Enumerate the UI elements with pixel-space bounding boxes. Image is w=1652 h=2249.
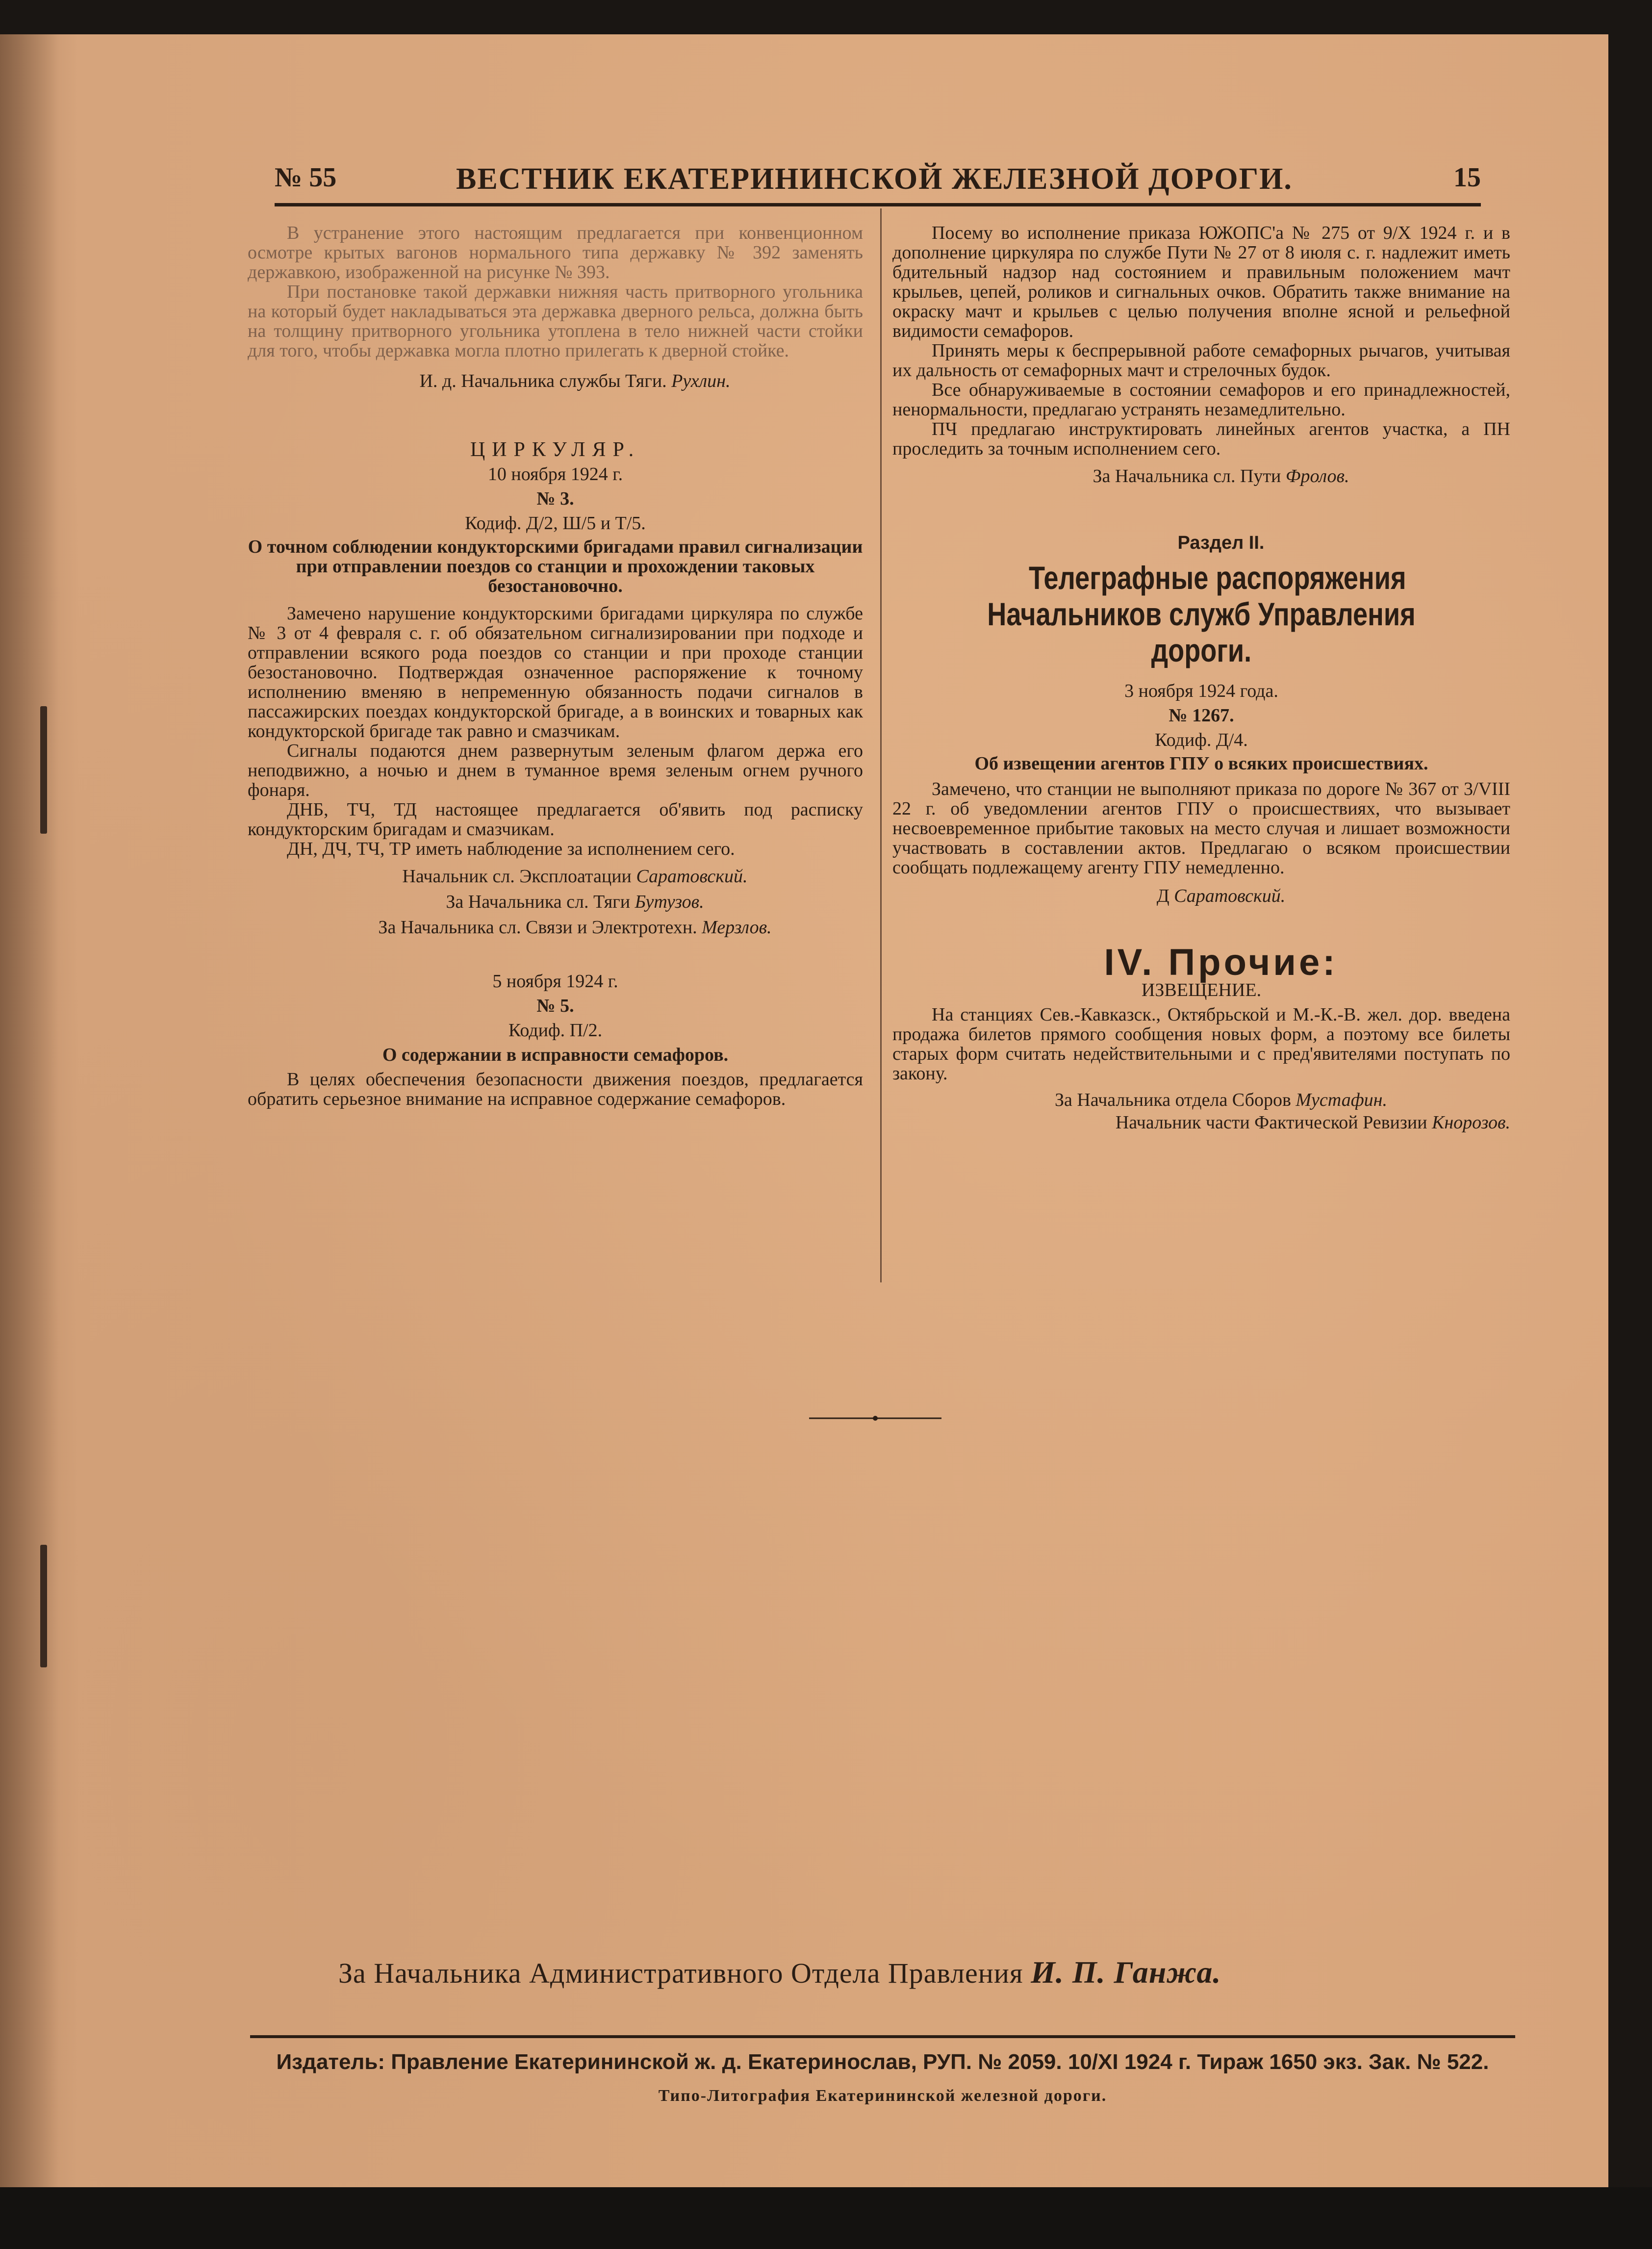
section-title: Телеграфные распоряжения Начальников служб Управления дороги. — [987, 560, 1416, 668]
telegram-codif: Кодиф. Д/4. — [1155, 730, 1248, 750]
paragraph: В целях обеспечения безопасности движения поездов, предлагается обратить серьезное внимание на исправное содержание семафоров. — [248, 1069, 863, 1109]
telegram-heading: Об извещении агентов ГПУ о всяких происшествиях. — [974, 753, 1428, 774]
section-label: Раздел II. — [1177, 533, 1265, 553]
signature: За Начальника отдела Сборов Мустафин. — [1054, 1090, 1388, 1110]
paragraph: Все обнаруживаемые в состоянии семафоров и его принадлежностей, ненормальности, предлагаю устранять незамедлительно. — [892, 380, 1510, 420]
issue-number: № 55 — [275, 162, 337, 193]
page-spine-shadow — [0, 34, 59, 2187]
administrative-signature: За Начальника Административного Отдела Правления И. П. Ганжа. — [338, 1955, 1221, 1990]
ornament-divider — [809, 1412, 941, 1424]
signature: За Начальника сл. Тяги Бутузов. — [446, 892, 704, 912]
footer-rule — [250, 2035, 1515, 2038]
telegram-number: № 1267. — [1169, 705, 1234, 726]
paragraph: В устранение этого настоящим предлагается при конвенционном осмотре крытых вагонов нормального типа державку № 392 заменять державкою, изображенной на рисунке № 393. — [248, 223, 863, 282]
right-column — [892, 223, 1510, 1132]
paragraph: Замечено нарушение кондукторскими бригадами циркуляра по службе № 3 от 4 февраля с. г. об обязательном сигнализировании при подходе и отправлении всякого рода поездов со станции и при проходе станции безостановочно. Подтверждая означенное распоряжение к точному исполнению вменяю в непременную обязанность подачи сигналов в пассажирских поездах кондукторской бригаде, а в воинских и товарных как кондукторской бригаде так равно и смазчикам. — [248, 603, 863, 741]
circular-number: № 3. — [536, 488, 574, 509]
binding-stitch — [40, 706, 47, 834]
header-rule — [275, 203, 1481, 206]
paragraph: ДН, ДЧ, ТЧ, ТР иметь наблюдение за исполнением сего. — [287, 839, 735, 859]
paragraph: На станциях Сев.-Кавказск., Октябрьской и М.-К.-В. жел. дор. введена продажа билетов прямого сообщения новых форм, а поэтому все билеты старых форм считать недействительными и с пред'явителями поступать по закону. — [892, 1004, 1510, 1084]
paragraph: Замечено, что станции не выполняют приказа по дороге № 367 от 3/VIII 22 г. об уведомлении агентов ГПУ о происшествиях, что вызывает несвоевременное прибытие таковых на место случая и лишает возможности участвовать в составлении актов. Предлагаю о всяком происшествии сообщать подлежащему агенту ГПУ немедленно. — [892, 779, 1510, 878]
section-title: IV. Прочие: — [1104, 942, 1338, 983]
printer-line: Типо-Литография Екатерининской железной дороги. — [658, 2087, 1107, 2105]
binding-stitch — [40, 1545, 47, 1667]
page-number: 15 — [1453, 162, 1481, 193]
circular-heading: О точном соблюдении кондукторскими бригадами правил сигнализации при отправлении поездов со станции и прохождении таковых безостановочно. — [248, 537, 863, 596]
publisher-line: Издатель: Правление Екатерининской ж. д. Екатеринослав, РУП. № 2059. 10/XI 1924 г. Тираж 1650 экз. Зак. № 522. — [276, 2050, 1489, 2074]
order-date: 5 ноября 1924 г. — [492, 971, 618, 992]
left-column — [248, 223, 863, 1109]
order-codif: Кодиф. П/2. — [508, 1020, 603, 1041]
signature: Начальник части Фактической Ревизии Кнорозов. — [1115, 1112, 1510, 1133]
signature: Начальник сл. Эксплоатации Саратовский. — [402, 866, 748, 887]
paragraph: Принять меры к беспрерывной работе семафорных рычагов, учитывая их дальность от семафорных мачт и стрелочных будок. — [892, 340, 1510, 381]
paragraph: ПЧ предлагаю инструктировать линейных агентов участка, а ПН проследить за точным исполнением сего. — [892, 419, 1510, 459]
signature: За Начальника сл. Связи и Электротехн. Мерзлов. — [378, 917, 772, 938]
scan-background — [0, 2187, 1652, 2249]
paragraph: ДНБ, ТЧ, ТД настоящее предлагается об'явить под расписку кондукторским бригадам и смазчикам. — [248, 799, 863, 840]
paragraph: Посему во исполнение приказа ЮЖОПС'а № 275 от 9/Х 1924 г. и в дополнение циркуляра по службе Пути № 27 от 8 июля с. г. надлежит иметь бдительный надзор над состоянием и правильным положением мачт крыльев, цепей, роликов и сигнальных очков. Обратить также внимание на окраску мачт и крыльев с целью получения вполне ясной и рельефной видимости семафоров. — [892, 223, 1510, 341]
signature: И. д. Начальника службы Тяги. Рухлин. — [419, 371, 731, 391]
notice-title: ИЗВЕЩЕНИЕ. — [1141, 980, 1262, 1000]
page-header — [275, 162, 1481, 201]
journal-title: ВЕСТНИК ЕКАТЕРИНИНСКОЙ ЖЕЛЕЗНОЙ ДОРОГИ. — [456, 162, 1293, 196]
circular-codif: Кодиф. Д/2, Ш/5 и Т/5. — [465, 513, 646, 534]
signature: За Начальника сл. Пути Фролов. — [1093, 466, 1349, 486]
telegram-date: 3 ноября 1924 года. — [1124, 681, 1278, 701]
order-number: № 5. — [536, 996, 574, 1016]
order-heading: О содержании в исправности семафоров. — [382, 1045, 729, 1065]
circular-title: ЦИРКУЛЯР. — [470, 438, 641, 461]
column-divider — [880, 208, 882, 1282]
signature: Д Саратовский. — [1156, 886, 1286, 906]
paragraph: Сигналы подаются днем развернутым зеленым флагом держа его неподвижно, а ночью и днем в туманное время зеленым огнем ручного фонаря. — [248, 741, 863, 800]
paragraph: При постановке такой державки нижняя часть притворного угольника на который будет накладываться эта державка дверного рельса, должна быть на толщину притворного угольника утоплена в тело нижней части стойки для того, чтобы державка могла плотно прилегать к дверной стойке. — [248, 281, 863, 361]
circular-date: 10 ноября 1924 г. — [487, 464, 623, 485]
